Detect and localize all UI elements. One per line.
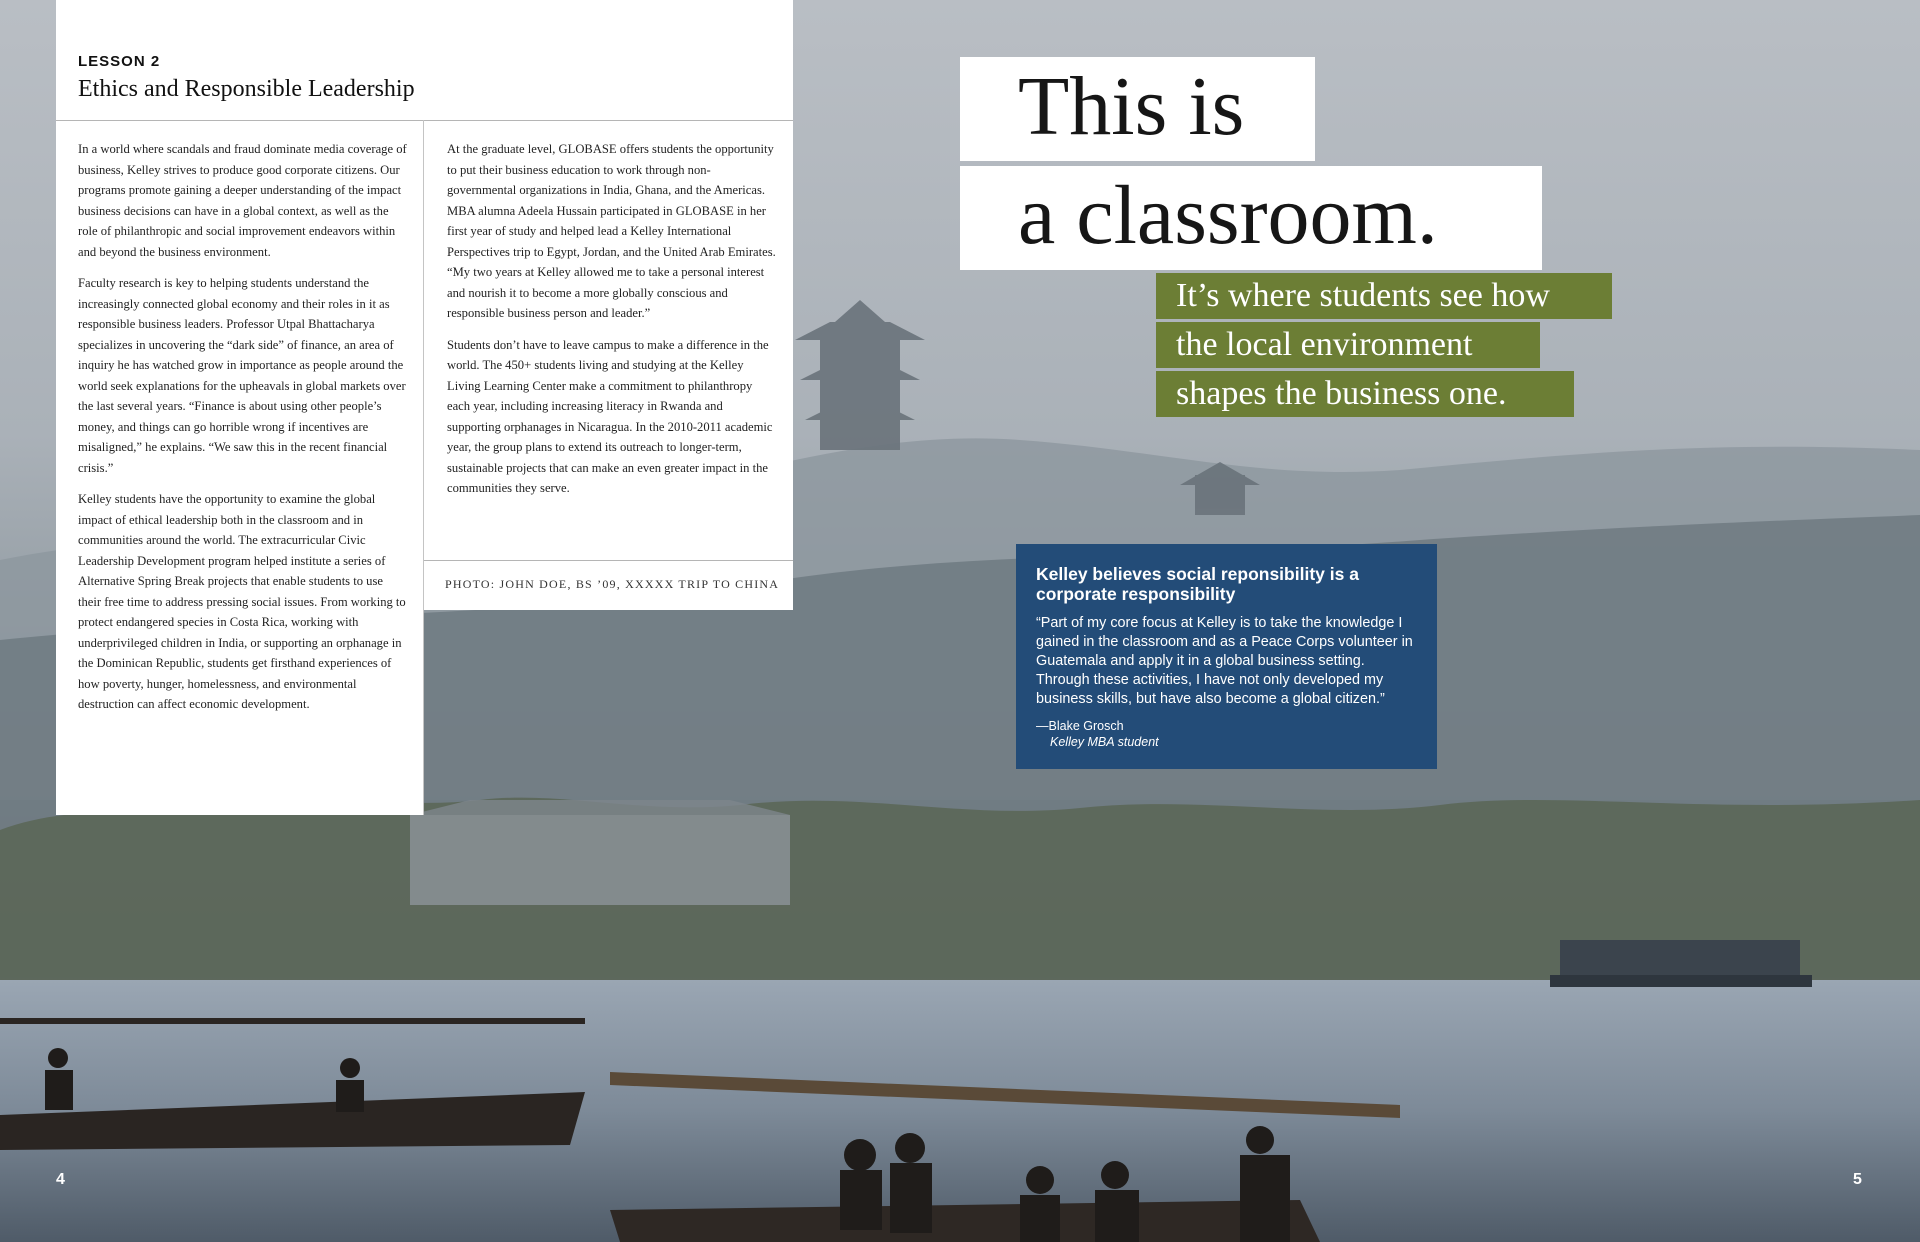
article-column-2: [447, 139, 777, 510]
callout-author-role: Kelley MBA student: [1050, 735, 1159, 749]
subhead-line-2: the local environment: [1156, 322, 1540, 368]
paragraph: Students don’t have to leave campus to make a difference in the world. The 450+ students living and studying at the Kelley Living Learning Center make a commitment to philanthropy each year, including increasing literacy in Rwanda and supporting orphanages in Nicaragua. In the 2010-2011 academic year, the group plans to extend its outreach to longer-term, sustainable projects that can make an even greater impact in the communities they serve.: [447, 337, 773, 495]
lesson-label: LESSON 2: [78, 53, 161, 70]
column-divider: [423, 120, 424, 815]
paragraph: At the graduate level, GLOBASE offers students the opportunity to put their business education to work through non-governmental organizations in India, Ghana, and the Americas. MBA alumna Adeela Hussain participated in GLOBASE in her first year of study and helped lead a Kelley International Perspectives trip to Egypt, Jordan, and the United Arab Emirates. “My two years at Kelley allowed me to take a personal interest and nourish it to become a more globally conscious and responsible business person and leader.”: [447, 142, 776, 320]
photo-credit-divider: [424, 560, 793, 561]
subhead-line-1: It’s where students see how: [1156, 273, 1612, 319]
headline-line-2: a classroom.: [960, 166, 1542, 270]
paragraph: Faculty research is key to helping students understand the increasingly connected global economy and their roles in it as responsible business leaders. Professor Utpal Bhattacharya specializes in uncovering the “dark side” of finance, an area of inquiry he has watched grow in importance as people around the world seek explanations for the upheavals in global markets over the last several years. “Finance is about using other people’s money, and things can go horrible wrong if incentives are misaligned,” he explains. “We saw this in the recent financial crisis.”: [78, 276, 406, 475]
page-number-right: 5: [1853, 1171, 1862, 1188]
lesson-title: Ethics and Responsible Leadership: [78, 76, 415, 102]
paragraph: Kelley students have the opportunity to examine the global impact of ethical leadership both in the classroom and in communities around the world. The extracurricular Civic Leadership Development program helped institute a series of Alternative Spring Break projects that enable students to use their free time to address pressing social issues. From working to protect endangered species in Costa Rica, working with underprivileged children in India, or supporting an orphanage in the Dominican Republic, students get firsthand experiences of how poverty, hunger, homelessness, and environmental destruction can affect economic development.: [78, 492, 406, 711]
subhead-line-3: shapes the business one.: [1156, 371, 1574, 417]
callout-quote: “Part of my core focus at Kelley is to take the knowledge I gained in the classroom and as a Peace Corps volunteer in Guatemala and apply it in a global business setting. Through these activities, I have not only developed my business skills, but have also become a global citizen.”: [1036, 615, 1413, 707]
callout-title: Kelley believes social reponsibility is a corporate responsibility: [1036, 564, 1359, 604]
article-column-1: [78, 139, 408, 726]
callout-author: —Blake Grosch: [1036, 719, 1124, 733]
paragraph: In a world where scandals and fraud dominate media coverage of business, Kelley strives to produce good corporate citizens. Our programs promote gaining a deeper understanding of the impact business decisions can have in a global context, as well as the role of philanthropic and social improvement endeavors within and beyond the business environment.: [78, 142, 407, 259]
photo-credit: PHOTO: JOHN DOE, BS ’09, XXXXX TRIP TO CHINA: [445, 577, 780, 591]
header-divider: [56, 120, 793, 121]
page-number-left: 4: [56, 1171, 65, 1188]
callout-box: [1016, 544, 1437, 769]
headline-line-1: This is: [960, 57, 1315, 161]
